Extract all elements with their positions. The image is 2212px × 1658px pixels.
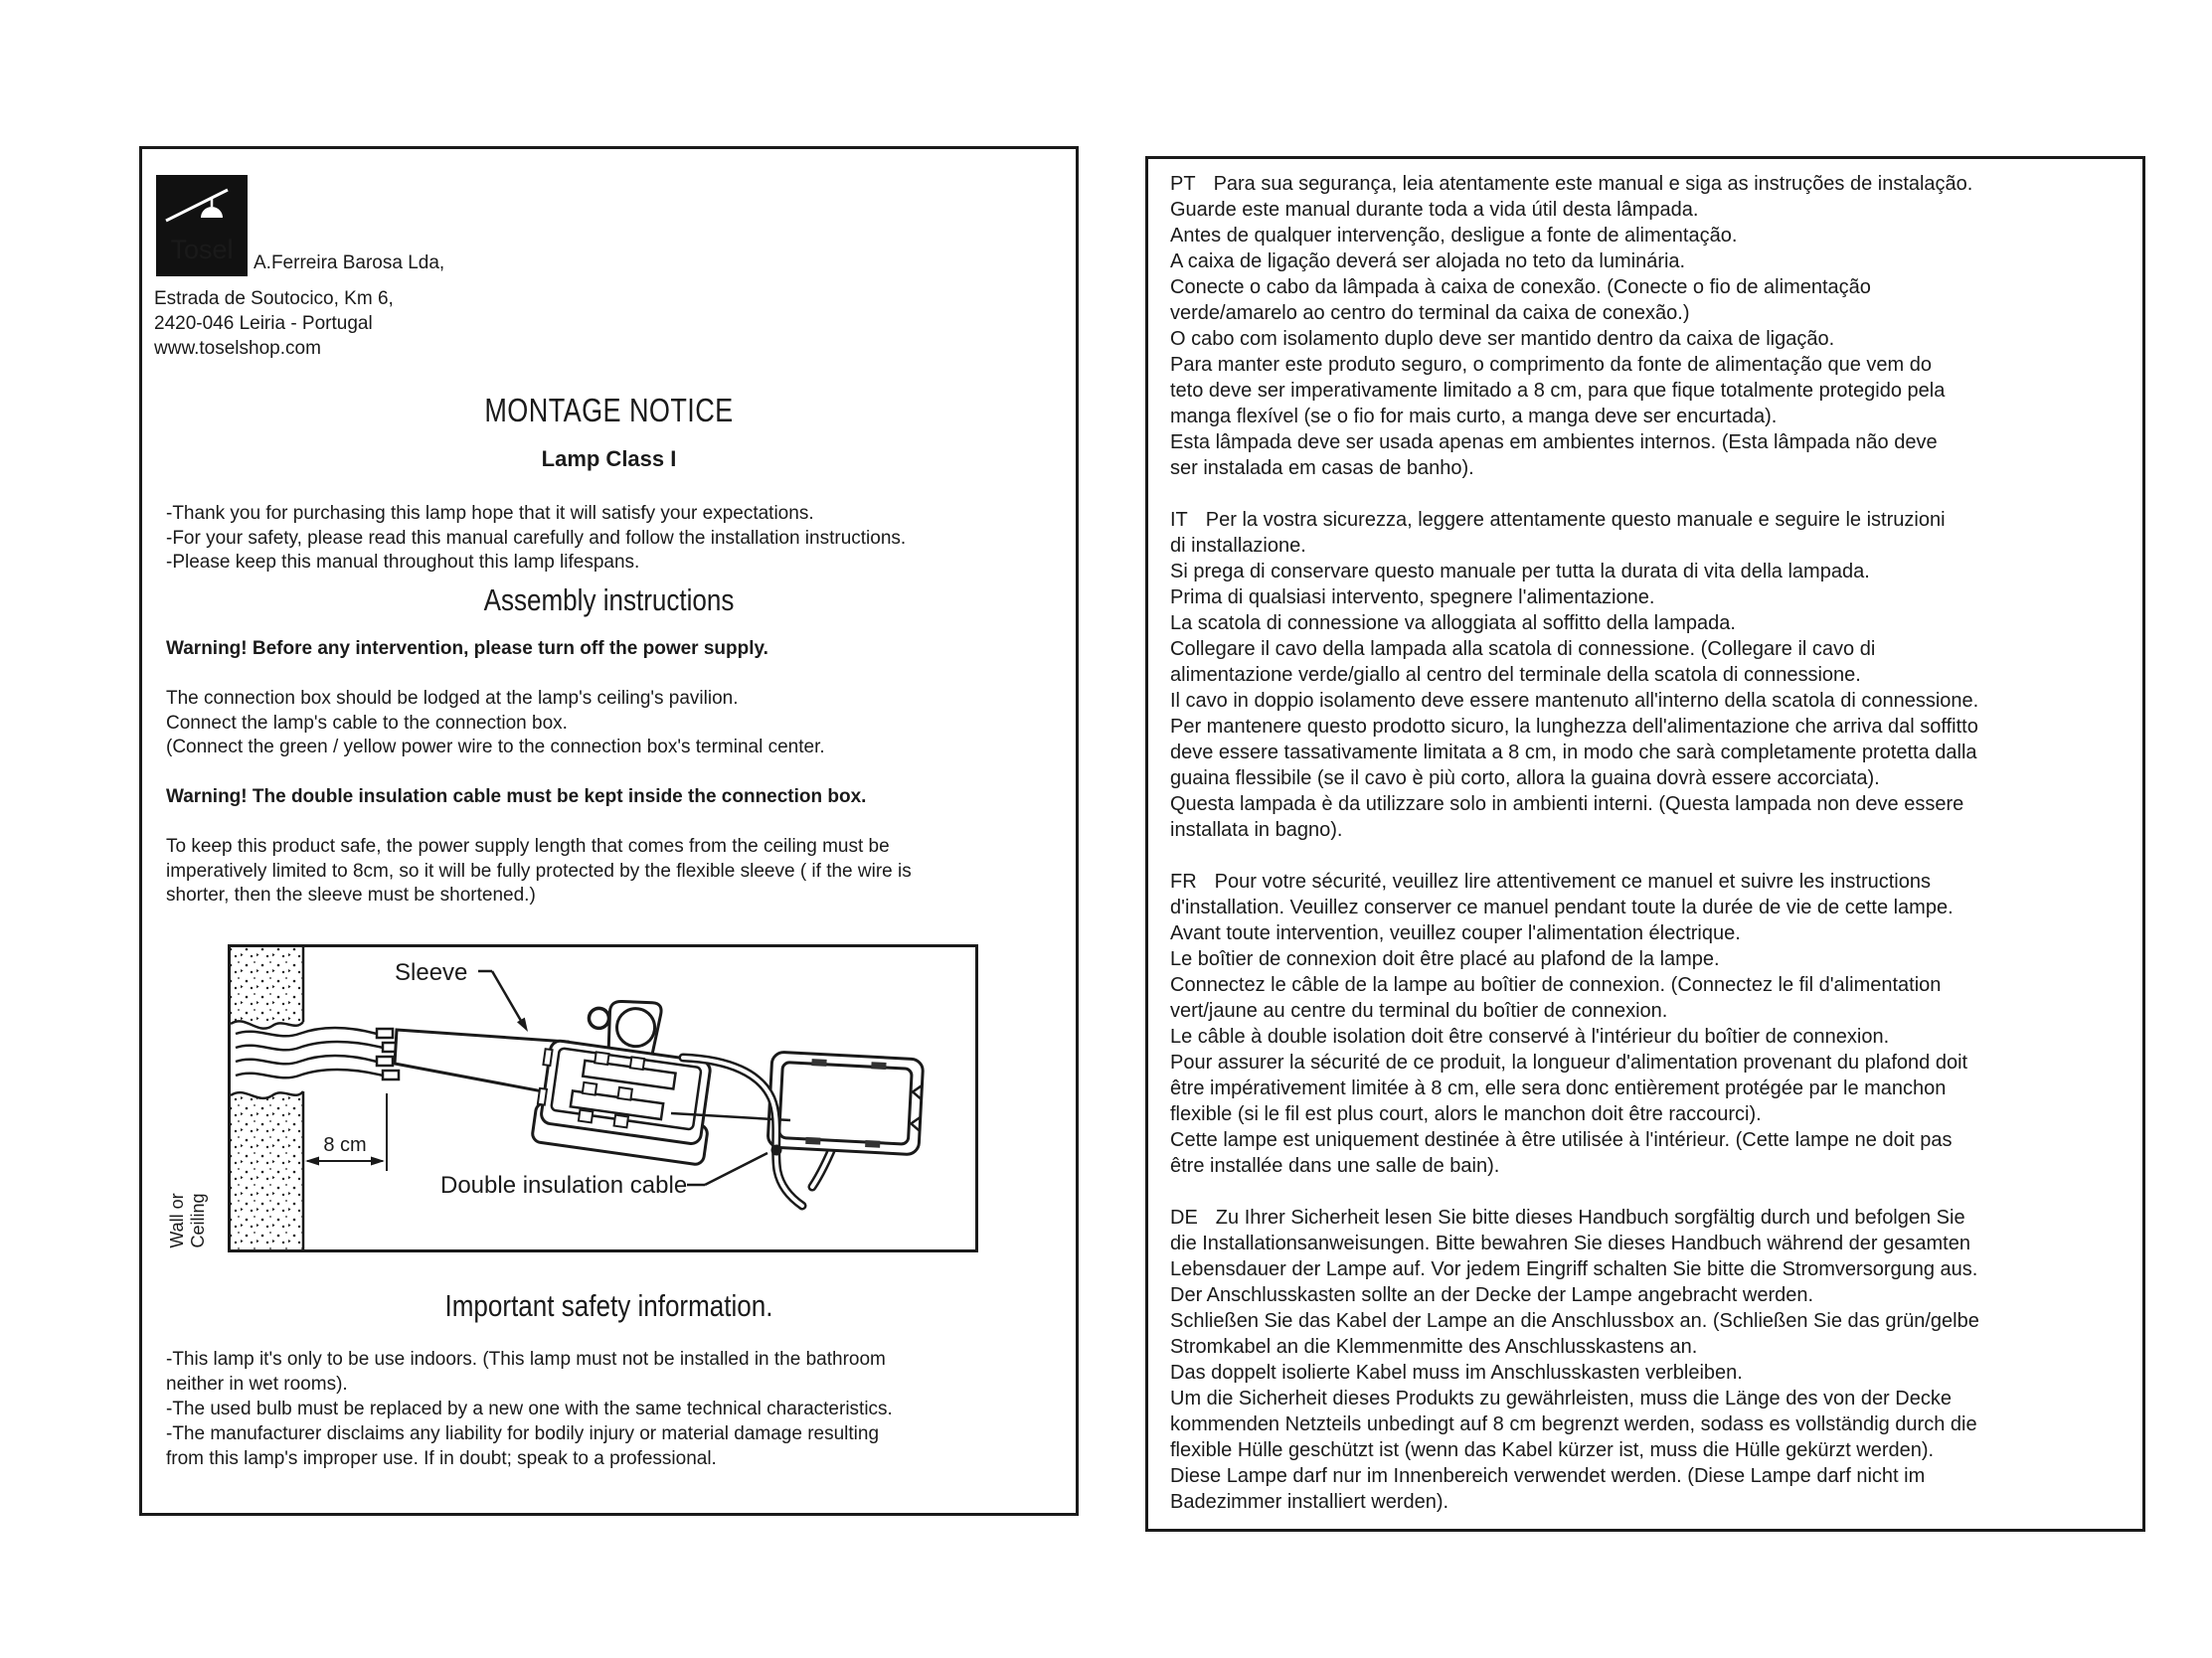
assembly-diagram: [228, 944, 978, 1252]
connection-paragraph: The connection box should be lodged at the lamp's ceiling's pavilion. Connect the lamp's cable to the connection box. (Connect the green / yellow power wire to the connection box's terminal center.: [166, 688, 825, 757]
translations: [1170, 171, 2127, 1541]
lang-text-fr: Pour votre sécurité, veuillez lire attentivement ce manuel et suivre les instructions d'installation. Veuillez conserver ce manuel pendant toute la durée de vie de cette lampe. Avant toute intervention, veuillez couper l'alimentation électrique. Le boîtier de connexion doit être placé au plafond de la lampe. Connectez le câble de la lampe au boîtier de connexion. (Connectez le fil d'alimentation vert/jaune au centre du terminal du boîtier de connexion. Le câble à double isolation doit être conservé à l'intérieur du boîtier de connexion. Pour assurer la sécurité de ce produit, la longueur d'alimentation provenant du plafond doit être impérativement limitée à 8 cm, elle sera donc entièrement protégée par le manchon flexible (si le fil est plus court, alors le manchon doit être raccourci). Cette lampe est uniquement destinée à être utilisée à l'intérieur. (Cette lampe ne doit pas être installée dans une salle de bain).: [1170, 871, 1968, 1177]
sleeve-paragraph: To keep this product safe, the power supply length that comes from the ceiling must be imperatively limited to 8cm, so it will be fully protected by the flexible sleeve ( if the wire is shorter, then the sleeve must be shortened.): [166, 836, 912, 906]
lang-text-de: Zu Ihrer Sicherheit lesen Sie bitte dieses Handbuch sorgfältig durch und befolgen Sie die Installationsanweisungen. Bitte bewahren Sie dieses Handbuch während der gesamten Lebensdauer der Lampe auf. Vor jedem Eingriff schalten Sie bitte die Stromversorgung aus. Der Anschlusskasten sollte an der Decke der Lampe angebracht werden. Schließen Sie das Kabel der Lampe an die Anschlussbox an. (Schließen Sie das grün/gelbe Stromkabel an die Klemmenmitte des Anschlusskastens an. Das doppelt isolierte Kabel muss im Anschlusskasten verbleiben. Um die Sicherheit dieses Produkts zu gewährleisten, muss die Länge des von der Decke kommenden Netzteils unbedingt auf 8 cm begrenzt werden, sodass es vollständig durch die flexible Hülle geschützt ist (wenn das Kabel kürzer ist, muss die Hülle gekürzt werden). Diese Lampe darf nur im Innenbereich verwendet werden. (Diese Lampe darf nicht im Badezimmer installiert werden).: [1170, 1207, 1979, 1513]
safety-paragraph: -This lamp it's only to be use indoors. (This lamp must not be installed in the bathroom neither in wet rooms). -The used bulb must be replaced by a new one with the same technical characteristics. -The manufacturer disclaims any liability for bodily injury or material damage resulting from this lamp's improper use. If in doubt; speak to a professional.: [166, 1349, 893, 1469]
wall-or-ceiling-label: Wall or Ceiling: [167, 1193, 208, 1248]
warning-power-supply: Warning! Before any intervention, please turn off the power supply.: [166, 638, 768, 659]
section-italian: [1170, 507, 2127, 843]
warning-insulation-cable: Warning! The double insulation cable must be kept inside the connection box.: [166, 786, 867, 807]
right-page: [1145, 156, 2145, 1532]
logo-brand-text: Tosel: [170, 235, 234, 264]
lang-code-it: IT: [1170, 509, 1188, 531]
lang-code-fr: FR: [1170, 871, 1197, 893]
svg-text:Sleeve: Sleeve: [395, 959, 468, 986]
left-page: [139, 146, 1079, 1516]
company-name: A.Ferreira Barosa Lda,: [254, 252, 445, 273]
lang-code-de: DE: [1170, 1207, 1198, 1229]
section-portuguese: [1170, 171, 2127, 481]
page-subtitle: Lamp Class I: [541, 446, 677, 471]
section-german: [1170, 1205, 2127, 1515]
page-title: MONTAGE NOTICE: [484, 392, 734, 428]
section-french: [1170, 869, 2127, 1179]
safety-heading: Important safety information.: [444, 1288, 773, 1323]
dimension-label: 8 cm: [323, 1134, 367, 1156]
tosel-logo: [156, 175, 248, 276]
lang-text-pt: Para sua segurança, leia atentamente este manual e siga as instruções de instalação. Guarde este manual durante toda a vida útil desta lâmpada. Antes de qualquer intervenção, desligue a fonte de alimentação. A caixa de ligação deverá ser alojada no teto da luminária. Conecte o cabo da lâmpada à caixa de conexão. (Conecte o fio de alimentação verde/amarelo ao centro do terminal da caixa de conexão.) O cabo com isolamento duplo deve ser mantido dentro da caixa de ligação. Para manter este produto seguro, o comprimento da fonte de alimentação que vem do teto deve ser imperativamente limitado a 8 cm, para que fique totalmente protegido pela manga flexível (se o fio for mais curto, a manga deve ser encurtada). Esta lâmpada deve ser usada apenas em ambientes internos. (Esta lâmpada não deve ser instalada em casas de banho).: [1170, 173, 1973, 479]
lamp-logo-icon: [156, 175, 248, 276]
cover-box: [767, 1052, 924, 1155]
svg-text:Double insulation cable: Double insulation cable: [440, 1172, 688, 1199]
assembly-heading: Assembly instructions: [483, 582, 735, 617]
lang-text-it: Per la vostra sicurezza, leggere attentamente questo manuale e seguire le istruzioni di installazione. Si prega di conservare questo manuale per tutta la durata di vita della lampada. Prima di qualsiasi intervento, spegnere l'alimentazione. La scatola di connessione va alloggiata al soffitto della lampada. Collegare il cavo della lampada alla scatola di connessione. (Collegare il cavo di alimentazione verde/giallo al centro del terminale della scatola di connessione. Il cavo in doppio isolamento deve essere mantenuto all'interno della scatola di connessione. Per mantenere questo prodotto sicuro, la lunghezza dell'alimentazione che arriva dal soffitto deve essere tassativamente limitata a 8 cm, in modo che sarà completamente protetta dalla guaina flessibile (se il cavo è più corto, allora la guaina dovrà essere accorciata). Questa lampada è da utilizzare solo in ambienti interni. (Questa lampada non deve essere installata in bagno).: [1170, 509, 1979, 841]
wall-section: [231, 947, 303, 1249]
lang-code-pt: PT: [1170, 173, 1196, 195]
company-address: Estrada de Soutocico, Km 6, 2420-046 Leiria - Portugal www.toselshop.com: [154, 288, 394, 359]
intro-paragraph: -Thank you for purchasing this lamp hope that it will satisfy your expectations. -For your safety, please read this manual carefully and follow the installation instructions. -Please keep this manual throughout this lamp lifespans.: [166, 503, 907, 573]
